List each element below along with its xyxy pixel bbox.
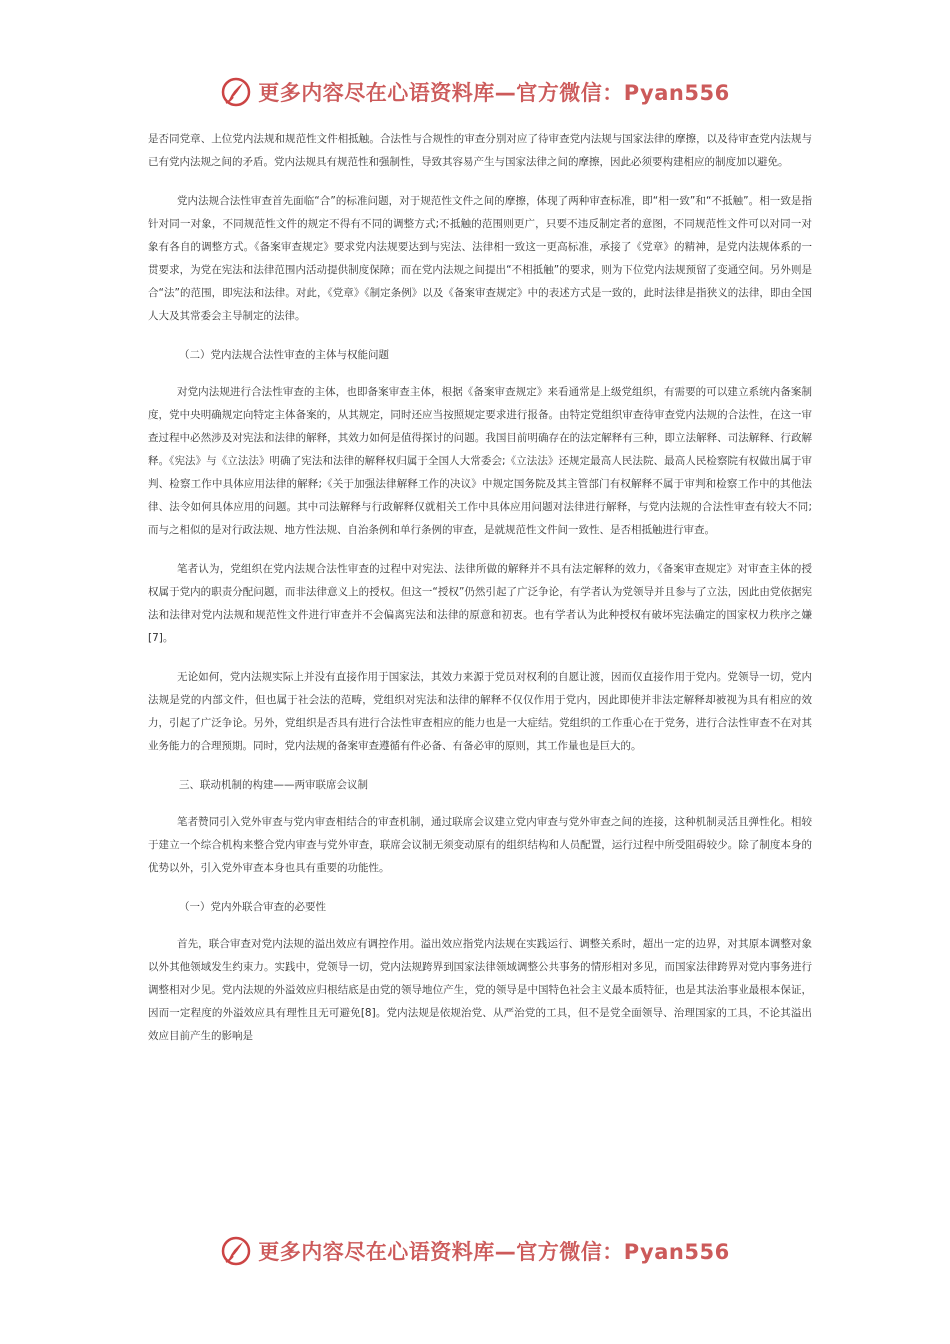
paragraph: 笔者认为，党组织在党内法规合法性审查的过程中对宪法、法律所做的解释并不具有法定解释的效力，《备案审查规定》对审查主体的授权属于党内的职责分配问题，而非法律意义上的授权。但这一“授权”仍然引起了广泛争论，有学者认为党领导并且参与了立法，因此由党依据宪法和法律对党内法规和规范性文件进行审查并不会偏离宪法和法律的原意和初衷。也有学者认为此种授权有破坏宪法确定的国家权力秩序之嫌[7]。 [148, 563, 812, 644]
paragraph: 首先，联合审查对党内法规的溢出效应有调控作用。溢出效应指党内法规在实践运行、调整关系时，超出一定的边界，对其原本调整对象以外其他领域发生约束力。实践中，党领导一切，党内法规跨界到国家法律领域调整公共事务的情形相对多见，而国家法律跨界对党内事务进行调整相对少见。党内法规的外溢效应归根结底是由党的领导地位产生，党的领导是中国特色社会主义最本质特征，也是其法治事业最根本保证，因而一定程度的外溢效应具有理性且无可避免[8]。党内法规是依规治党、从严治党的工具，但不是党全面领导、治理国家的工具，不论其溢出效应目前产生的影响是 [148, 938, 812, 1042]
document-body [148, 128, 812, 1064]
banner-text: 更多内容尽在心语资料库—官方微信：Pyan556 [258, 1240, 730, 1264]
header-watermark-banner [0, 70, 950, 114]
paragraph: 笔者赞同引入党外审查与党内审查相结合的审查机制，通过联席会议建立党内审查与党外审查之间的连接，这种机制灵活且弹性化。相较于建立一个综合机构来整合党内审查与党外审查，联席会议制无须变动原有的组织结构和人员配置，运行过程中所受阻碍较少。除了制度本身的优势以外，引入党外审查本身也具有重要的功能性。 [148, 816, 812, 874]
paragraph: 对党内法规进行合法性审查的主体，也即备案审查主体，根据《备案审查规定》来看通常是上级党组织，有需要的可以建立系统内备案制度，党中央明确规定向特定主体备案的，从其规定，同时还应当按照规定要求进行报备。由特定党组织审查待审查党内法规的合法性，在这一审查过程中必然涉及对宪法和法律的解释，其效力如何是值得探讨的问题。我国目前明确存在的法定解释有三种，即立法解释、司法解释、行政解释。《宪法》与《立法法》明确了宪法和法律的解释权归属于全国人大常委会;《立法法》还规定最高人民法院、最高人民检察院有权做出属于审判、检察工作中具体应用法律的解释;《关于加强法律解释工作的决议》中规定国务院及其主管部门有权解释不属于审判和检察工作中的其他法律、法令如何具体应用的问题。其中司法解释与行政解释仅就相关工作中具体应用问题对法律进行解释，与党内法规的合法性审查有较大不同;而与之相似的是对行政法规、地方性法规、自治条例和单行条例的审查，是就规范性文件间一致性、是否相抵触进行审查。 [148, 386, 812, 536]
banner-text: 更多内容尽在心语资料库—官方微信：Pyan556 [258, 81, 730, 105]
section-heading: （二）党内法规合法性审查的主体与权能问题 [179, 349, 389, 361]
paragraph: 无论如何，党内法规实际上并没有直接作用于国家法，其效力来源于党员对权利的自愿让渡，因而仅直接作用于党内。党领导一切，党内法规是党的内部文件，但也属于社会法的范畴，党组织对宪法和法律的解释不仅仅作用于党内，因此即使并非法定解释却被视为具有相应的效力，引起了广泛争论。另外，党组织是否具有进行合法性审查相应的能力也是一大症结。党组织的工作重心在于党务，进行合法性审查不在对其业务能力的合理预期。同时，党内法规的备案审查遵循有件必备、有备必审的原则，其工作量也是巨大的。 [148, 671, 812, 752]
footer-watermark-banner [0, 1229, 950, 1273]
paragraph: 是否同党章、上位党内法规和规范性文件相抵触。合法性与合规性的审查分别对应了待审查党内法规与国家法律的摩擦，以及待审查党内法规与已有党内法规之间的矛盾。党内法规具有规范性和强制性，导致其容易产生与国家法律之间的摩擦，因此必须要构建相应的制度加以避免。 [148, 133, 812, 168]
ink-brush-logo-icon [220, 76, 252, 108]
paragraph: 党内法规合法性审查首先面临“合”的标准问题，对于规范性文件之间的摩擦，体现了两种审查标准，即“相一致”和“不抵触”。相一致是指针对同一对象，不同规范性文件的规定不得有不同的调整方式;不抵触的范围则更广，只要不违反制定者的意图，不同规范性文件可以对同一对象有各自的调整方式。《备案审查规定》要求党内法规要达到与宪法、法律相一致这一更高标准，承接了《党章》的精神，是党内法规体系的一贯要求，为党在宪法和法律范围内活动提供制度保障；而在党内法规之间提出“不相抵触”的要求，则为下位党内法规预留了变通空间。另外则是合“法”的范围，即宪法和法律。对此，《党章》《制定条例》以及《备案审查规定》中的表述方式是一致的，此时法律是指狭义的法律，即由全国人大及其常委会主导制定的法律。 [148, 195, 812, 322]
section-heading: （一）党内外联合审查的必要性 [179, 901, 326, 913]
ink-brush-logo-icon [220, 1235, 252, 1267]
section-heading: 三、联动机制的构建——两审联席会议制 [179, 779, 368, 791]
